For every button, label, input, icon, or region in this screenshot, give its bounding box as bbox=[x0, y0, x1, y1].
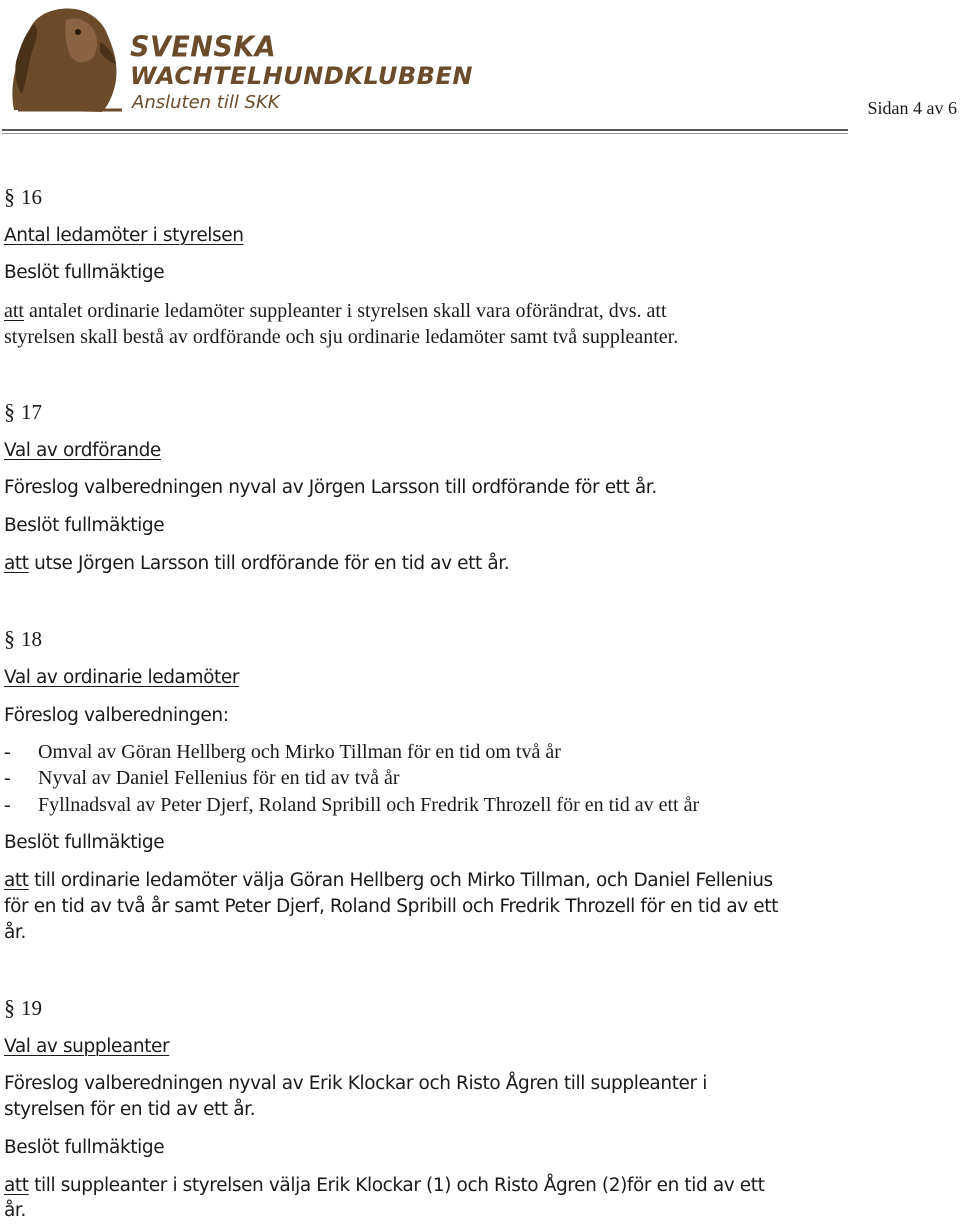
section-17-title bbox=[4, 399, 42, 426]
list-dash: - bbox=[4, 767, 11, 789]
list-item bbox=[4, 792, 699, 818]
section-17-proposal: Föreslog valberedningen nyval av Jörgen Larsson till ordförande för ett år. bbox=[4, 477, 657, 498]
list-item-text: Fyllnadsval av Peter Djerf, Roland Spribill och Fredrik Throzell för en tid av ett år bbox=[38, 794, 700, 816]
section-sign: § bbox=[4, 626, 15, 651]
att-keyword: att bbox=[4, 1175, 29, 1196]
att-keyword: att bbox=[4, 870, 29, 891]
logo-line-3: Ansluten till SKK bbox=[132, 92, 280, 113]
section-17-resolution bbox=[4, 551, 509, 577]
section-sign: § bbox=[4, 399, 15, 424]
section-17-decided: Beslöt fullmäktige bbox=[4, 515, 165, 536]
header-divider bbox=[2, 129, 848, 131]
section-sign: § bbox=[4, 995, 15, 1020]
list-item bbox=[4, 739, 561, 765]
section-number: 18 bbox=[21, 627, 42, 651]
section-19-resolution-end: år. bbox=[4, 1200, 26, 1221]
page-header bbox=[0, 0, 960, 135]
list-item-text: Nyval av Daniel Fellenius för en tid av två år bbox=[38, 767, 400, 789]
section-19-proposal-cont: styrelsen för en tid av ett år. bbox=[4, 1099, 256, 1120]
section-18-heading: Val av ordinarie ledamöter bbox=[4, 667, 240, 688]
logo-line-1: SVENSKA bbox=[130, 31, 277, 64]
section-16-decided: Beslöt fullmäktige bbox=[4, 262, 165, 283]
section-18-decided: Beslöt fullmäktige bbox=[4, 832, 165, 853]
att-keyword: att bbox=[4, 300, 24, 322]
page-indicator: Sidan 4 av 6 bbox=[867, 98, 957, 118]
section-18-resolution-cont: för en tid av två år samt Peter Djerf, Roland Spribill och Fredrik Throzell för en tid av ett bbox=[4, 896, 778, 917]
section-17-heading: Val av ordförande bbox=[4, 440, 161, 461]
section-number: 16 bbox=[21, 185, 42, 209]
spaniel-dog-icon bbox=[4, 2, 134, 114]
list-dash: - bbox=[4, 741, 11, 763]
list-dash: - bbox=[4, 794, 11, 816]
club-logo bbox=[4, 2, 474, 120]
section-16-heading: Antal ledamöter i styrelsen bbox=[4, 225, 244, 246]
section-number: 17 bbox=[21, 400, 42, 424]
section-16-resolution bbox=[4, 298, 667, 324]
list-item-text: Omval av Göran Hellberg och Mirko Tillman för en tid om två år bbox=[38, 741, 561, 763]
section-19-heading: Val av suppleanter bbox=[4, 1036, 170, 1057]
resolution-text: utse Jörgen Larsson till ordförande för en tid av ett år. bbox=[28, 553, 510, 574]
section-18-resolution bbox=[4, 868, 773, 894]
header-divider-thin bbox=[2, 133, 848, 134]
resolution-text: till suppleanter i styrelsen välja Erik Klockar (1) och Risto Ågren (2)för en tid av ett bbox=[28, 1175, 765, 1196]
section-sign: § bbox=[4, 184, 15, 209]
list-item bbox=[4, 765, 400, 791]
section-19-resolution bbox=[4, 1173, 764, 1199]
section-19-proposal: Föreslog valberedningen nyval av Erik Klockar och Risto Ågren till suppleanter i bbox=[4, 1073, 707, 1094]
section-16-resolution-cont: styrelsen skall bestå av ordförande och sju ordinarie ledamöter samt två suppleanter. bbox=[4, 326, 679, 348]
section-18-proposal: Föreslog valberedningen: bbox=[4, 705, 229, 726]
resolution-text: till ordinarie ledamöter välja Göran Hellberg och Mirko Tillman, och Daniel Fellenius bbox=[28, 870, 773, 891]
section-19-decided: Beslöt fullmäktige bbox=[4, 1137, 165, 1158]
section-16-title bbox=[4, 184, 42, 211]
att-keyword: att bbox=[4, 553, 29, 574]
section-number: 19 bbox=[21, 996, 42, 1020]
section-18-resolution-end: år. bbox=[4, 922, 26, 943]
resolution-text: antalet ordinarie ledamöter suppleanter i styrelsen skall vara oförändrat, dvs. att bbox=[24, 300, 667, 322]
logo-line-2: WACHTELHUNDKLUBBEN bbox=[130, 62, 473, 90]
section-18-title bbox=[4, 626, 42, 653]
section-19-title bbox=[4, 995, 42, 1022]
